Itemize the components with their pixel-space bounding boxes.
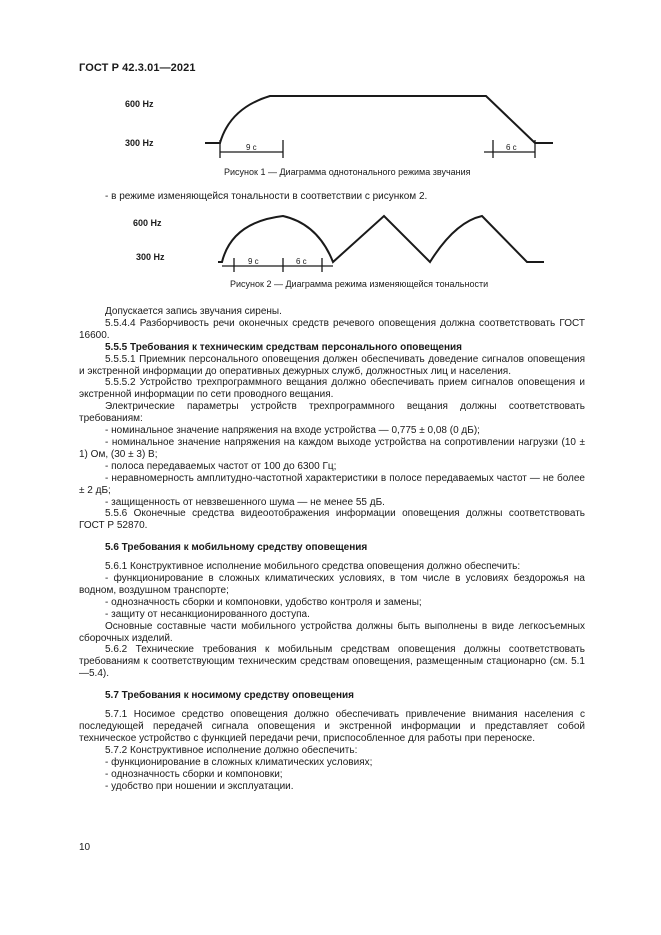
list-item: - удобство при ношении и эксплуатации. <box>105 780 294 792</box>
list-item: - неравномерность амплитудно-частотной характеристики в полосе передаваемых частот — не более ± 2 дБ; <box>79 472 585 496</box>
paragraph: 5.5.5.1 Приемник персонального оповещения должен обеспечивать доведение сигналов оповещения и экстренной информации до оперативных дежурных служб, должностных лиц и населения. <box>79 353 585 377</box>
paragraph: 5.7.1 Носимое средство оповещения должно обеспечивать привлечение внимания населения с последующей передачей сигнала оповещения и экстренной информации и представляет собой техническое устройство с функцией передачи речи, приспособленное для работы при переноске. <box>79 709 585 744</box>
figure-2-duration-right-label: 6 с <box>296 257 307 266</box>
figure-2-label-300hz: 300 Hz <box>136 252 165 262</box>
list-item: - однозначность сборки и компоновки, удобство контроля и замены; <box>105 596 422 608</box>
document-header: ГОСТ Р 42.3.01—2021 <box>79 62 196 74</box>
figure-2-waveform <box>218 216 544 262</box>
main-body <box>79 306 585 792</box>
list-item: - защиту от несанкционированного доступа. <box>105 608 310 620</box>
figure-1-caption: Рисунок 1 — Диаграмма однотонального режима звучания <box>224 167 471 177</box>
figure-2-diagram <box>0 200 661 280</box>
page-number: 10 <box>79 842 91 853</box>
figure-1-label-300hz: 300 Hz <box>125 138 154 148</box>
section-heading-5-5-5: 5.5.5 Требования к техническим средствам персонального оповещения <box>105 341 462 353</box>
paragraph: Электрические параметры устройств трехпрограммного вещания должны соответствовать требованиям: <box>79 401 585 425</box>
figure-1-label-600hz: 600 Hz <box>125 99 154 109</box>
paragraph: Допускается запись звучания сирены. <box>105 306 282 317</box>
list-item: - однозначность сборки и компоновки; <box>105 768 283 780</box>
paragraph: Основные составные части мобильного устройства должны быть выполнены в виде легкосъемных сборочных изделий. <box>79 620 585 644</box>
paragraph: 5.6.2 Технические требования к мобильным средствам оповещения должны соответствовать требованиям к соответствующим техническим средствам оповещения, размещенным стационарно (см. 5.1—5.4). <box>79 644 585 680</box>
list-item: - функционирование в сложных климатических условиях; <box>105 756 373 768</box>
paragraph: 5.5.5.2 Устройство трехпрограммного вещания должно обеспечивать прием сигналов оповещения и экстренной информации по сети проводного вещания. <box>79 377 585 401</box>
figure-2-label-600hz: 600 Hz <box>133 218 162 228</box>
figure-2-caption: Рисунок 2 — Диаграмма режима изменяющейся тональности <box>230 279 489 289</box>
paragraph: 5.5.4.4 Разборчивость речи оконечных средств речевого оповещения должна соответствовать ГОСТ 16600. <box>79 317 585 341</box>
intro-line-text: - в режиме изменяющейся тональности в соответствии с рисунком 2. <box>105 191 428 202</box>
paragraph: 5.5.6 Оконечные средства видеоотображения информации оповещения должны соответствовать ГОСТ Р 52870. <box>79 508 585 532</box>
list-item: - функционирование в сложных климатических условиях, в том числе в условиях бездорожья на водном, воздушном транспорте; <box>79 573 585 596</box>
paragraph: 5.7.2 Конструктивное исполнение должно обеспечить: <box>105 744 358 756</box>
figure-2-duration-left-label: 9 с <box>248 257 259 266</box>
list-item: - полоса передаваемых частот от 100 до 6300 Гц; <box>105 460 337 472</box>
figure-2-duration-right <box>283 258 333 272</box>
list-item: - номинальное значение напряжения на входе устройства — 0,775 ± 0,08 (0 дБ); <box>105 425 480 437</box>
list-item: - защищенность от невзвешенного шума — не менее 55 дБ. <box>105 496 385 508</box>
figure-1-diagram <box>0 0 661 180</box>
section-heading-5-6: 5.6 Требования к мобильному средству оповещения <box>105 542 368 554</box>
figure-1-duration-left-label: 9 с <box>246 143 257 152</box>
figure-1-waveform <box>205 96 553 143</box>
figure-1-duration-right-label: 6 с <box>506 143 517 152</box>
list-item: - номинальное значение напряжения на каждом выходе устройства на сопротивлении нагрузки (10 ± 1) Ом, (30 ± 3) В; <box>79 436 585 460</box>
paragraph: 5.6.1 Конструктивное исполнение мобильного средства оповещения должно обеспечить: <box>105 561 521 573</box>
section-heading-5-7: 5.7 Требования к носимому средству оповещения <box>105 690 354 702</box>
